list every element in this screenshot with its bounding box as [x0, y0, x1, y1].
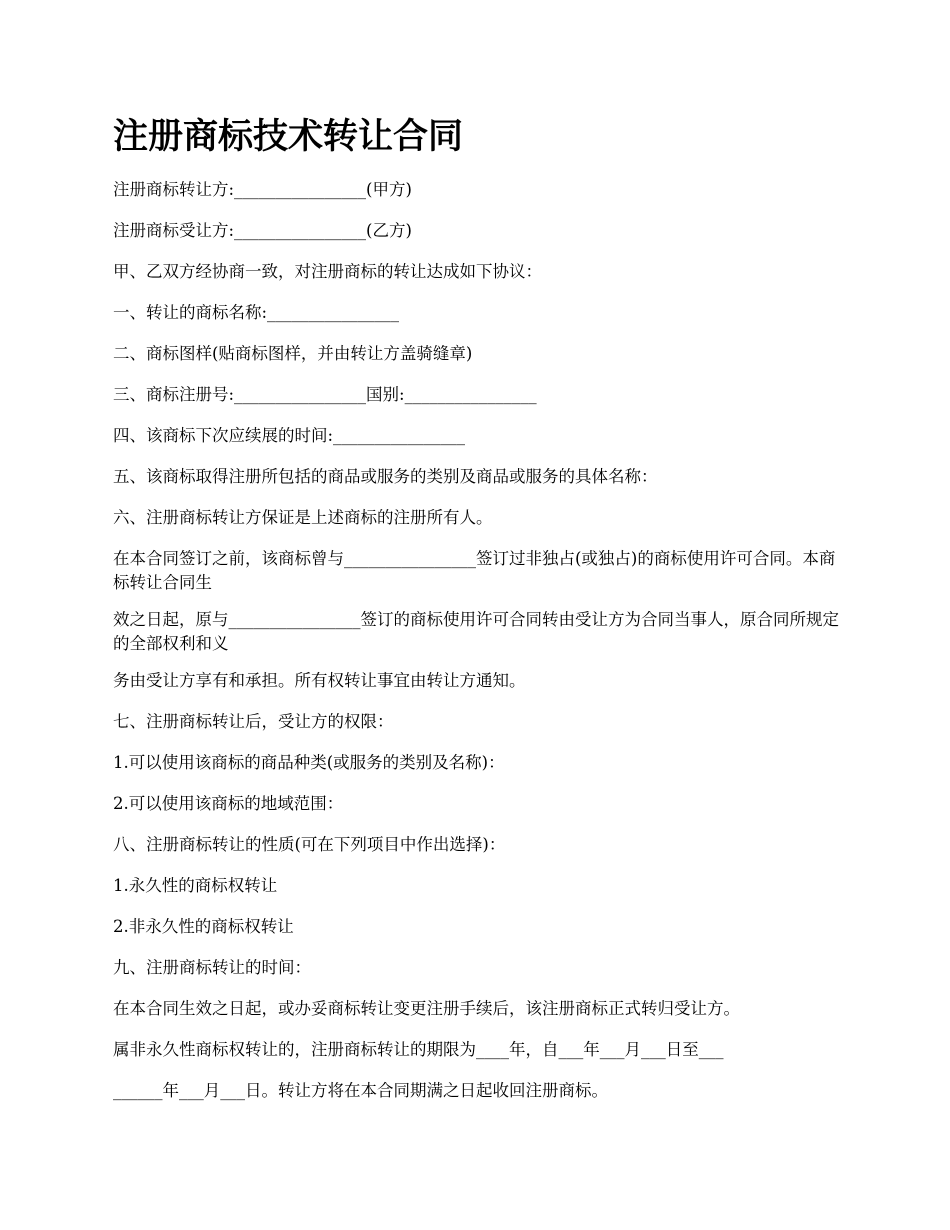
- clause-8-transfer-nature: 八、注册商标转让的性质(可在下列项目中作出选择)：: [113, 835, 506, 854]
- clause-8-item-2: 2.非永久性的商标权转让: [113, 917, 294, 936]
- clause-5-goods-services: 五、该商标取得注册所包括的商品或服务的类别及商品或服务的具体名称：: [113, 467, 658, 486]
- clause-7-item-2: 2.可以使用该商标的地域范围：: [113, 794, 344, 813]
- clause-8-item-1: 1.永久性的商标权转让: [113, 876, 278, 895]
- paragraph-transfer-term: 属非永久性商标权转让的，注册商标转让的期限为____年，自___年___月___日至___: [113, 1040, 724, 1059]
- paragraph-transferor: 注册商标转让方:________________(甲方): [113, 180, 412, 199]
- paragraph-prior-license: 在本合同签订之前，该商标曾与________________签订过非独占(或独占)的商标使用许可合同。本商标转让合同生: [113, 549, 836, 592]
- document-title: 注册商标技术转让合同: [113, 116, 464, 157]
- clause-6-ownership-guarantee: 六、注册商标转让方保证是上述商标的注册所有人。: [113, 508, 493, 527]
- clause-9-transfer-time: 九、注册商标转让的时间：: [113, 958, 311, 977]
- clause-7-transferee-rights: 七、注册商标转让后，受让方的权限：: [113, 712, 394, 731]
- document-body: [113, 178, 843, 1120]
- paragraph-license-transfer: 效之日起，原与________________签订的商标使用许可合同转由受让方为合同当事人，原合同所规定的全部权利和义: [113, 610, 839, 653]
- paragraph-effective-transfer: 在本合同生效之日起，或办妥商标转让变更注册手续后，该注册商标正式转归受让方。: [113, 999, 740, 1018]
- paragraph-agreement-intro: 甲、乙双方经协商一致，对注册商标的转让达成如下协议：: [113, 262, 542, 281]
- paragraph-obligations: 务由受让方享有和承担。所有权转让事宜由转让方通知。: [113, 671, 526, 690]
- clause-1-trademark-name: 一、转让的商标名称:________________: [113, 303, 400, 322]
- clause-2-trademark-sample: 二、商标图样(贴商标图样，并由转让方盖骑缝章): [113, 344, 473, 363]
- paragraph-term-end: ______年___月___日。转让方将在本合同期满之日起收回注册商标。: [113, 1081, 608, 1100]
- paragraph-transferee: 注册商标受让方:________________(乙方): [113, 221, 412, 240]
- clause-7-item-1: 1.可以使用该商标的商品种类(或服务的类别及名称)：: [113, 753, 505, 772]
- clause-4-renewal-time: 四、该商标下次应续展的时间:________________: [113, 426, 466, 445]
- clause-3-registration-number: 三、商标注册号:________________国别:________________: [113, 385, 537, 404]
